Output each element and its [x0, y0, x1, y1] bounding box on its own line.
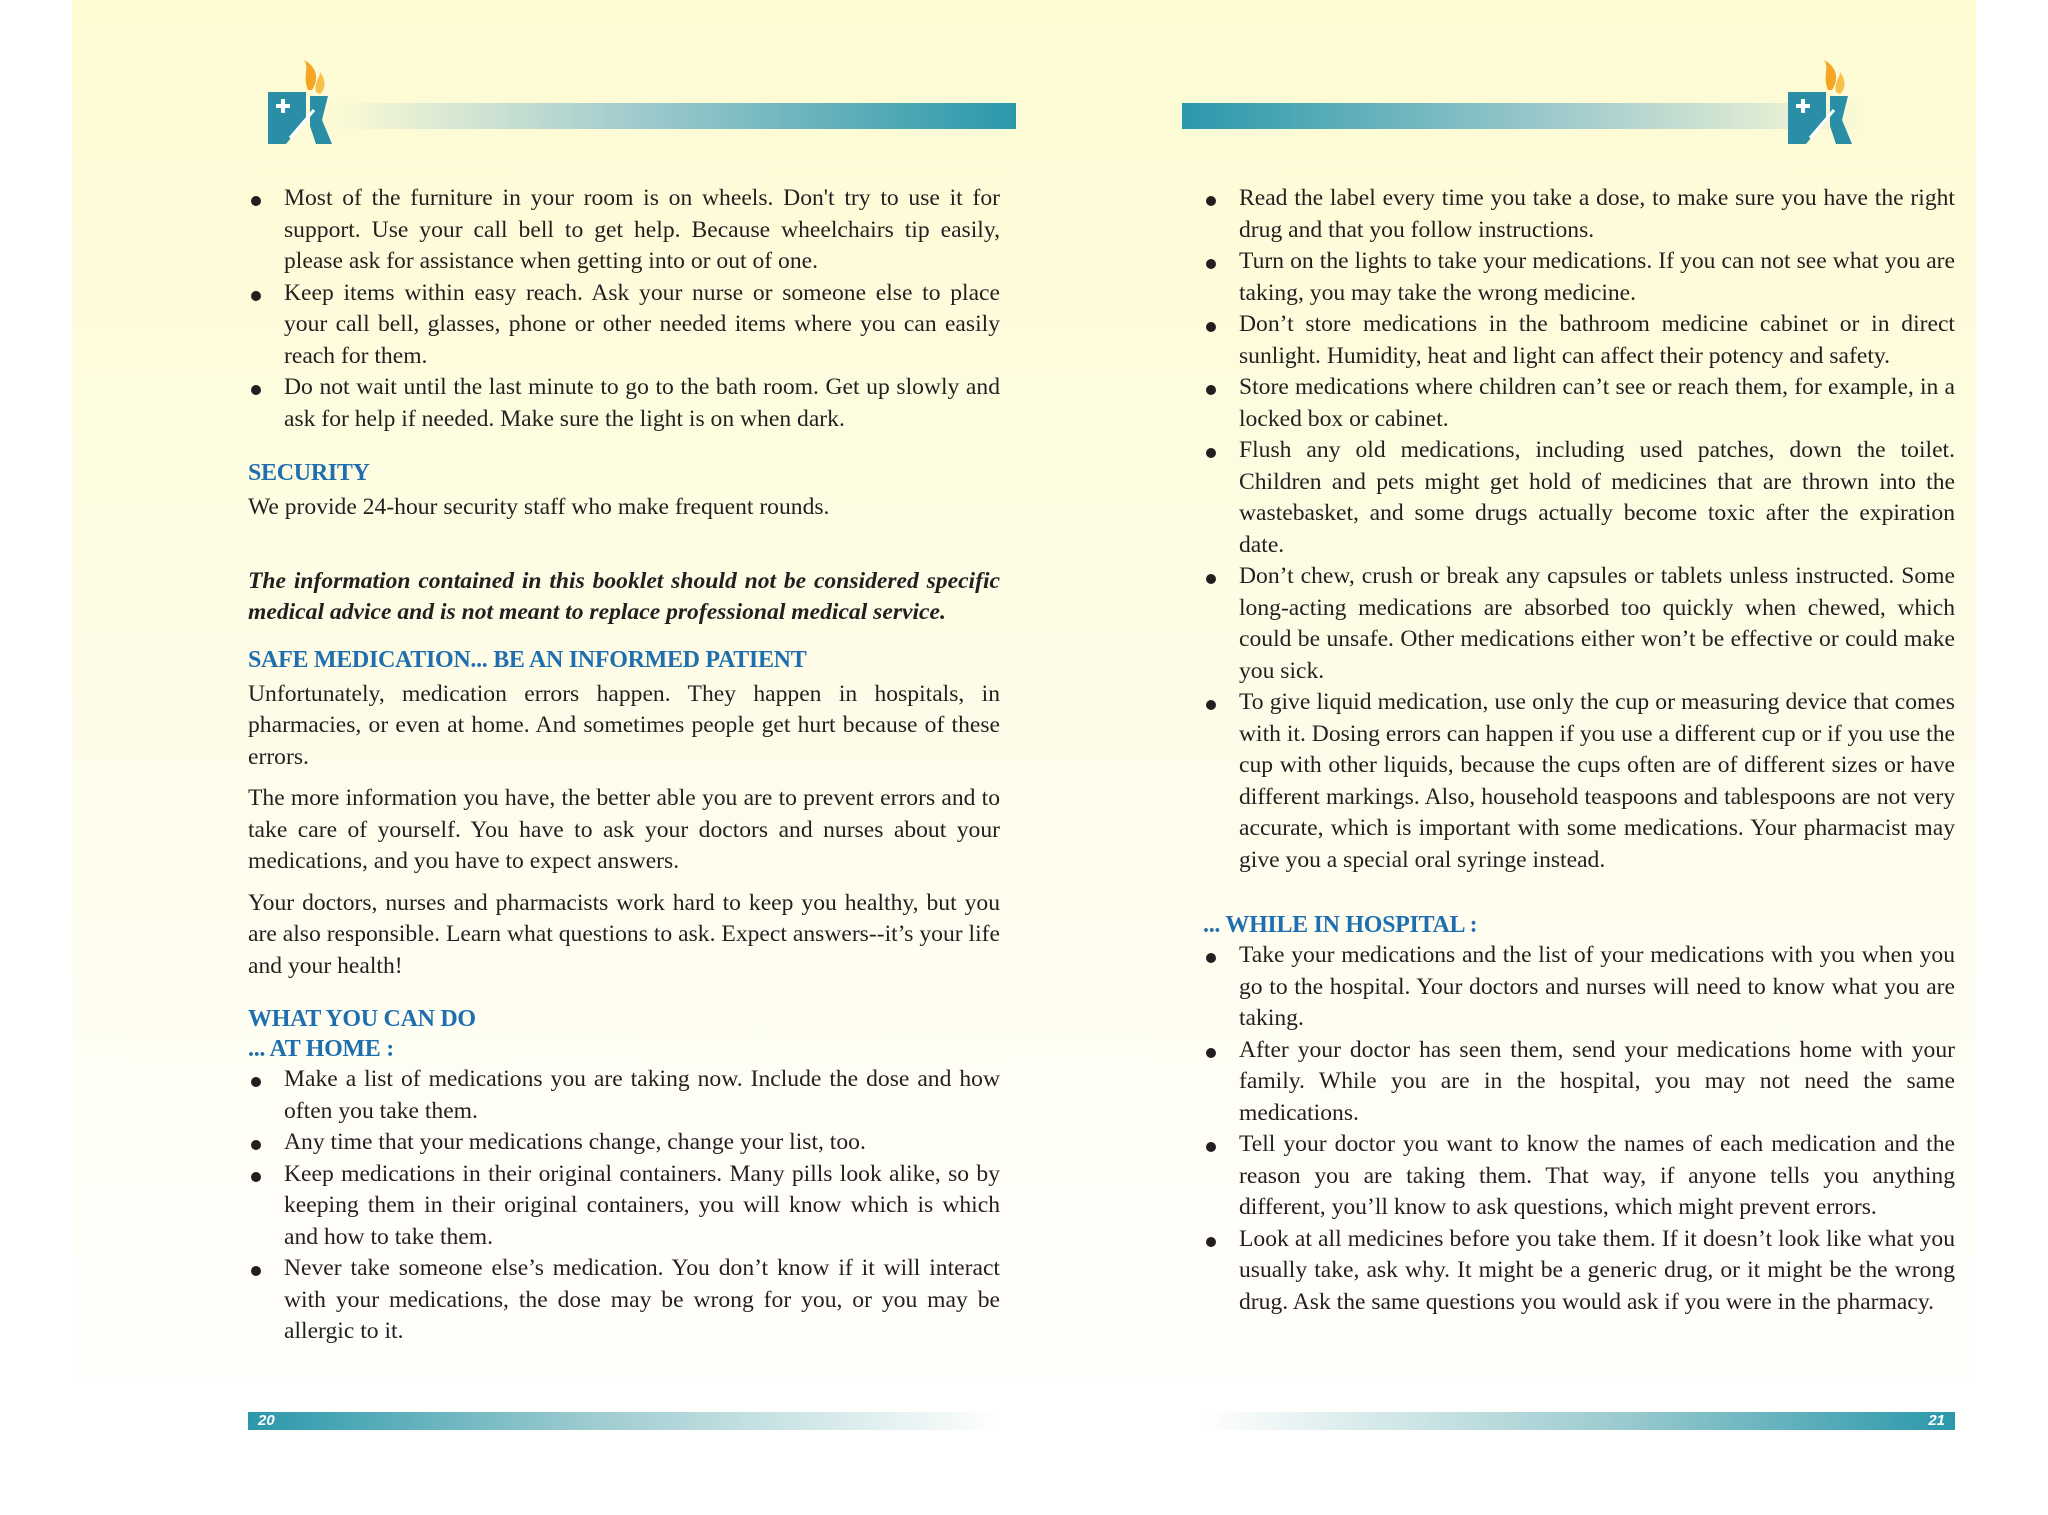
list-item: Do not wait until the last minute to go to the bath room. Get up slowly and ask for help if needed. Make sure the light is on when dark. [248, 372, 1000, 435]
list-item: Tell your doctor you want to know the names of each medication and the reason you are taking them. That way, if anyone tells you anything different, you’ll know to ask questions, which might prevent errors. [1203, 1129, 1955, 1224]
list-item: Never take someone else’s medication. You don’t know if it will interact with your medications, the dose may be wrong for you, or you may be allergic to it. [248, 1253, 1000, 1348]
header-bar-right [1182, 103, 1866, 129]
list-item: Don’t chew, crush or break any capsules or tablets unless instructed. Some long-acting medications are absorbed too quickly when chewed, which could be unsafe. Other medications either won’t be effective or could make you sick. [1203, 561, 1955, 687]
list-item: Take your medications and the list of your medications with you when you go to the hospital. Your doctors and nurses will need to know what you are taking. [1203, 940, 1955, 1035]
hospital-logo-icon [1788, 60, 1866, 152]
hospital-bullets [1203, 940, 1955, 1318]
list-item: Store medications where children can’t see or reach them, for example, in a locked box or cabinet. [1203, 372, 1955, 435]
list-item: Most of the furniture in your room is on wheels. Don't try to use it for support. Use your call bell to get help. Because wheelchairs tip easily, please ask for assistance when getting into or out of one. [248, 183, 1000, 278]
safe-medication-paragraph: Your doctors, nurses and pharmacists work hard to keep you healthy, but you are also responsible. Learn what questions to ask. Expect answers--it’s your life and your health! [248, 889, 1000, 979]
while-in-hospital-heading: ... WHILE IN HOSPITAL : [1203, 912, 1478, 938]
safe-medication-paragraph: Unfortunately, medication errors happen. They happen in hospitals, in pharmacies, or even at home. And sometimes people get hurt because of these errors. [248, 680, 1000, 770]
list-item: Make a list of medications you are taking now. Include the dose and how often you take them. [248, 1064, 1000, 1127]
list-item: Keep medications in their original containers. Many pills look alike, so by keeping them in their original containers, you will know which is which and how to take them. [248, 1159, 1000, 1254]
safe-medication-heading: SAFE MEDICATION... BE AN INFORMED PATIENT [248, 646, 807, 673]
booklet-spread [72, 0, 1976, 1460]
security-heading: SECURITY [248, 460, 370, 486]
page-number-right: 21 [1928, 1412, 1945, 1429]
list-item: Flush any old medications, including used patches, down the toilet. Children and pets might get hold of medicines that are thrown into the wastebasket, and some drugs actually become toxic after the expiration date. [1203, 435, 1955, 561]
at-home-heading: ... AT HOME : [248, 1036, 394, 1062]
what-you-can-do-heading: WHAT YOU CAN DO [248, 1006, 476, 1032]
at-home-bullets [248, 1064, 1000, 1348]
header-bar-left [332, 103, 1016, 129]
list-item: Don’t store medications in the bathroom medicine cabinet or in direct sunlight. Humidity, heat and light can affect their potency and safety. [1203, 309, 1955, 372]
safe-medication-paragraph: The more information you have, the better able you are to prevent errors and to take care of yourself. You have to ask your doctors and nurses about your medications, and you have to expect answers. [248, 785, 1000, 874]
footer-bar-left [248, 1412, 1000, 1430]
footer-bar-right [1203, 1412, 1955, 1430]
security-text: We provide 24-hour security staff who make frequent rounds. [248, 494, 830, 520]
page-number-left: 20 [258, 1412, 275, 1429]
list-item: Turn on the lights to take your medications. If you can not see what you are taking, you may take the wrong medicine. [1203, 246, 1955, 309]
disclaimer-text: The information contained in this booklet should not be considered specific medical advice and is not meant to replace professional medical service. [248, 567, 1000, 625]
list-item: Any time that your medications change, change your list, too. [248, 1127, 1000, 1159]
list-item: Read the label every time you take a dose, to make sure you have the right drug and that you follow instructions. [1203, 183, 1955, 246]
list-item: Look at all medicines before you take them. If it doesn’t look like what you usually take, ask why. It might be a generic drug, or it might be the wrong drug. Ask the same questions you would ask if you were in the pharmacy. [1203, 1224, 1955, 1319]
left-page-column [248, 183, 1000, 1348]
left-top-bullets [248, 183, 1000, 435]
list-item: To give liquid medication, use only the cup or measuring device that comes with it. Dosing errors can happen if you use a different cup or if you use the cup with other liquids, because the cups often are of different sizes or have different markings. Also, household teaspoons and tablespoons are not very accurate, which is important with some medications. Your pharmacist may give you a special oral syringe instead. [1203, 687, 1955, 876]
right-top-bullets [1203, 183, 1955, 876]
right-page-column [1203, 183, 1955, 1318]
list-item: Keep items within easy reach. Ask your nurse or someone else to place your call bell, glasses, phone or other needed items where you can easily reach for them. [248, 278, 1000, 373]
list-item: After your doctor has seen them, send your medications home with your family. While you are in the hospital, you may not need the same medications. [1203, 1035, 1955, 1130]
